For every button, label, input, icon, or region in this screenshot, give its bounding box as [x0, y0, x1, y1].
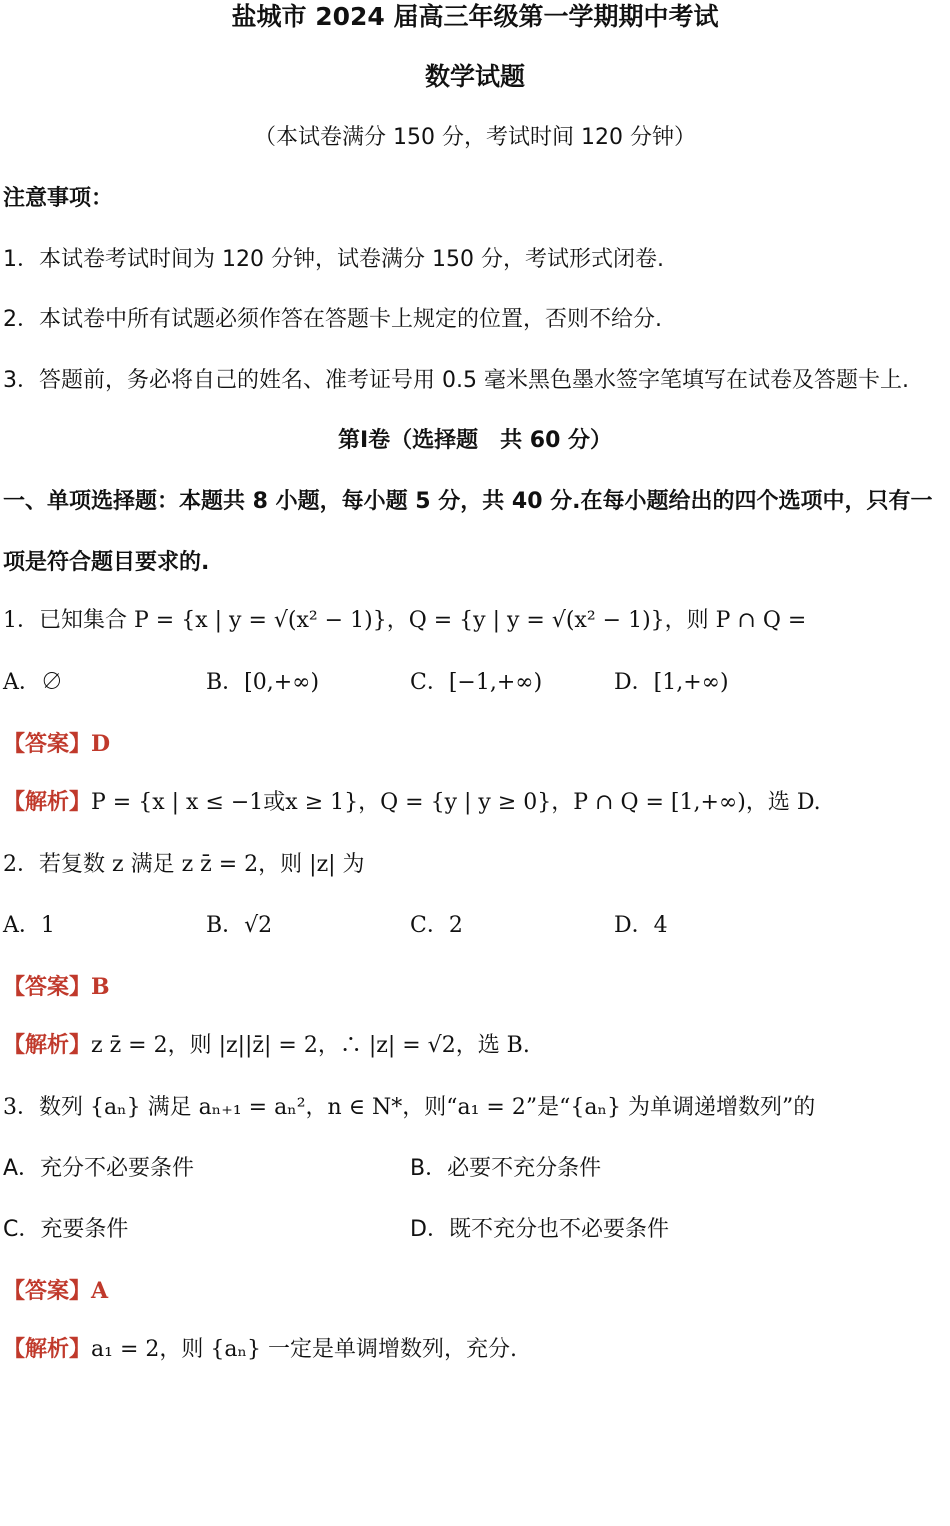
analysis-text: P = {x | x ≤ −1或x ≥ 1}，Q = {y | y ≥ 0}，P ∩ Q = [1,+∞)，选 D. [91, 790, 821, 815]
analysis-label: 【解析】 [3, 1337, 92, 1362]
section-heading: 一、单项选择题：本题共 8 小题，每小题 5 分，共 40 分.在每小题给出的四个选项中，只有一 [3, 489, 933, 514]
exam-note: （本试卷满分 150 分，考试时间 120 分钟） [254, 125, 696, 150]
notice-item: 2．本试卷中所有试题必须作答在答题卡上规定的位置，否则不给分. [3, 307, 662, 332]
q3-stem: 3．数列 {aₙ} 满足 aₙ₊₁ = aₙ²，n ∈ N*，则“a₁ = 2”是“{aₙ} 为单调递增数列”的 [3, 1095, 816, 1120]
q1-stem: 1．已知集合 P = {x | y = √(x² − 1)}，Q = {y | y = √(x² − 1)}，则 P ∩ Q = [3, 608, 807, 633]
q1-option-d: D．[1,+∞) [614, 670, 729, 695]
q1-answer [3, 729, 110, 760]
section-heading-cont: 项是符合题目要求的. [3, 550, 210, 575]
exam-subject: 数学试题 [424, 62, 525, 91]
answer-label: 【答案】 [3, 732, 92, 757]
answer-value: D [91, 731, 111, 757]
q3-option-c: C．充要条件 [3, 1217, 129, 1242]
notice-item: 1．本试卷考试时间为 120 分钟，试卷满分 150 分，考试形式闭卷. [3, 247, 664, 272]
q1-option-b: B．[0,+∞) [206, 670, 320, 695]
q3-analysis [3, 1335, 517, 1365]
q2-analysis [3, 1031, 530, 1061]
q2-option-c: C．2 [410, 913, 463, 938]
q1-analysis [3, 788, 821, 818]
q1-option-c: C．[−1,+∞) [410, 670, 543, 695]
q2-answer [3, 972, 110, 1003]
exam-title: 盐城市 2024 届高三年级第一学期期中考试 [231, 2, 719, 31]
analysis-text: a₁ = 2，则 {aₙ} 一定是单调增数列，充分. [91, 1337, 517, 1362]
q1-option-a: A．∅ [3, 670, 63, 695]
q3-answer [3, 1276, 108, 1307]
notice-item: 3．答题前，务必将自己的姓名、准考证号用 0.5 毫米黑色墨水签字笔填写在试卷及答题卡上. [3, 368, 909, 393]
q2-stem: 2．若复数 z 满足 z z̄ = 2，则 |z| 为 [3, 852, 365, 877]
q3-option-d: D．既不充分也不必要条件 [410, 1217, 669, 1242]
answer-label: 【答案】 [3, 1279, 92, 1304]
notice-heading: 注意事项： [3, 186, 114, 211]
answer-label: 【答案】 [3, 975, 92, 1000]
q3-option-a: A．充分不必要条件 [3, 1156, 195, 1181]
q2-option-b: B．√2 [206, 913, 273, 938]
analysis-text: z z̄ = 2，则 |z||z̄| = 2，∴ |z| = √2，选 B. [91, 1033, 530, 1058]
analysis-label: 【解析】 [3, 1033, 92, 1058]
answer-value: A [91, 1278, 109, 1304]
answer-value: B [91, 974, 110, 1000]
analysis-label: 【解析】 [3, 790, 92, 815]
part-heading: 第Ⅰ卷（选择题 共 60 分） [337, 428, 613, 453]
q2-option-d: D．4 [614, 913, 668, 938]
q3-option-b: B．必要不充分条件 [410, 1156, 602, 1181]
q2-option-a: A．1 [3, 913, 55, 938]
